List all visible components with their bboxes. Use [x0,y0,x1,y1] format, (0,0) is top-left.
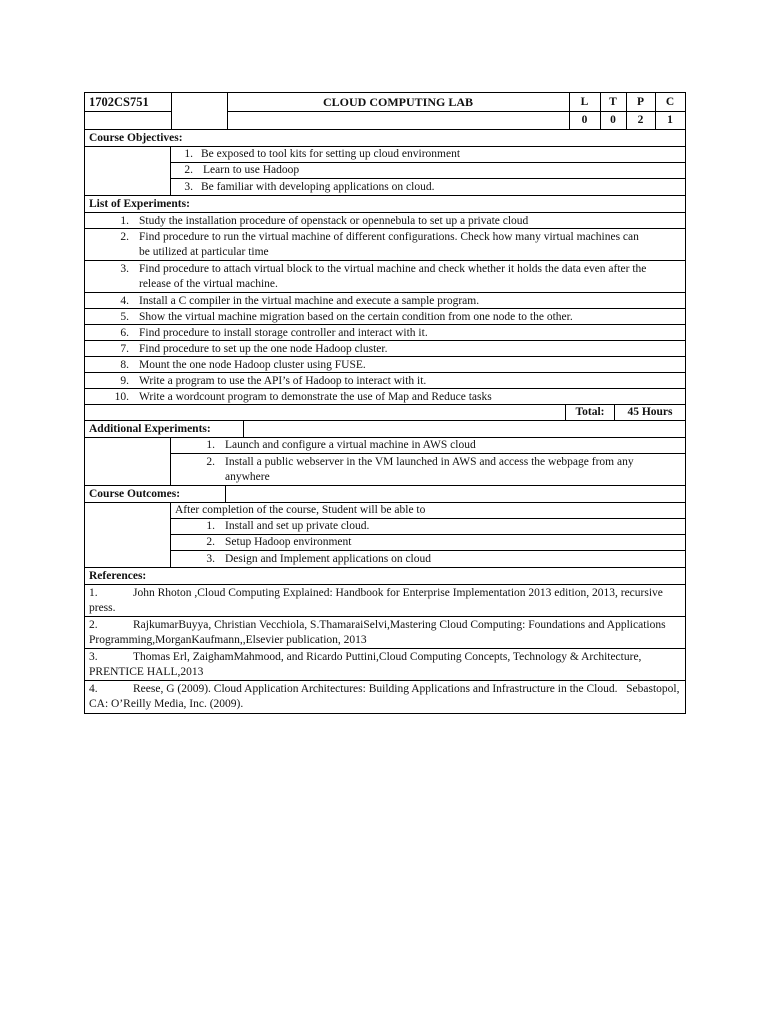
ltpc-label-t: T [609,96,617,108]
experiment-item: 10. Write a wordcount program to demonstrate the use of Map and Reduce tasks [85,389,685,405]
outcomes-intro: After completion of the course, Student will be able to [171,503,685,519]
experiment-item: 1. Study the installation procedure of openstack or opennebula to set up a private cloud [85,213,685,229]
additional-heading-row [85,421,685,438]
course-code: 1702CS751 [89,94,149,109]
experiment-item: 3. Find procedure to attach virtual block to the virtual machine and check whether it holds the data even after the release of the virtual machine. [85,261,685,293]
ltpc-label-p: P [636,96,645,108]
course-title: CLOUD COMPUTING LAB [322,94,473,109]
experiment-item: 7. Find procedure to set up the one node Hadoop cluster. [85,341,685,357]
experiment-item: 4. Install a C compiler in the virtual machine and execute a sample program. [85,293,685,309]
additional-block [85,438,685,486]
experiment-item: 5. Show the virtual machine migration based on the certain condition from one node to the other. [85,309,685,325]
ltpc-label-l: L [580,96,589,108]
outcomes-block [85,503,685,568]
outcome-item: 3. Design and Implement applications on cloud [206,552,431,565]
total-label: Total: [565,405,615,420]
ltpc-label-c: C [665,96,675,108]
syllabus-table [84,92,686,714]
references-heading-row [85,568,685,585]
course-header [85,93,685,130]
total-hours: 45 Hours [627,406,673,418]
reference-item: 2. RajkumarBuyya, Christian Vecchiola, S.ThamaraiSelvi,Mastering Cloud Computing: Foundations and Applications Programming,MorganKaufmann,,Elsevier publication, 2013 [85,617,685,649]
reference-item: 1. John Rhoton ,Cloud Computing Explained: Handbook for Enterprise Implementation 2013 edition, 2013, recursive press. [85,585,685,617]
ltpc-value-c: 1 [667,114,673,126]
experiment-item: 8. Mount the one node Hadoop cluster using FUSE. [85,357,685,373]
outcomes-heading: Course Outcomes: [85,486,226,502]
experiment-item: 9. Write a program to use the API’s of Hadoop to interact with it. [85,373,685,389]
total-row [85,405,685,421]
objective-item: 1. Be exposed to tool kits for setting up cloud environment [171,147,685,163]
objectives-block [85,147,685,196]
ltpc-value-p: 2 [637,114,644,126]
objectives-heading-row [85,130,685,147]
experiment-item: 6. Find procedure to install storage controller and interact with it. [85,325,685,341]
additional-item: 2. Install a public webserver in the VM launched in AWS and access the webpage from any anywhere [206,456,634,483]
additional-heading: Additional Experiments: [85,421,244,437]
ltpc-value-l: 0 [581,114,588,126]
objective-item: 3. Be familiar with developing applications on cloud. [184,180,435,193]
outcome-item: 1. Install and set up private cloud. [171,519,685,535]
references-heading: References: [89,569,147,582]
objectives-heading: Course Objectives: [89,131,183,144]
experiments-heading-row [85,196,685,213]
experiment-item: 2. Find procedure to run the virtual machine of different configurations. Check how many virtual machines can be utilized at particular time [85,229,685,261]
ltpc-value-t: 0 [610,114,616,126]
additional-item: 1. Launch and configure a virtual machine in AWS cloud [171,438,685,454]
outcomes-heading-row [85,486,685,503]
reference-item: 4. Reese, G (2009). Cloud Application Architectures: Building Applications and Infrastructure in the Cloud. Sebastopol, CA: O’Reilly Media, Inc. (2009). [89,683,683,710]
reference-item: 3. Thomas Erl, ZaighamMahmood, and Ricardo Puttini,Cloud Computing Concepts, Technology & Architecture, PRENTICE HALL,2013 [85,649,685,681]
outcome-item: 2. Setup Hadoop environment [171,535,685,551]
objective-item: 2. Learn to use Hadoop [171,163,685,179]
experiments-heading: List of Experiments: [89,197,190,210]
